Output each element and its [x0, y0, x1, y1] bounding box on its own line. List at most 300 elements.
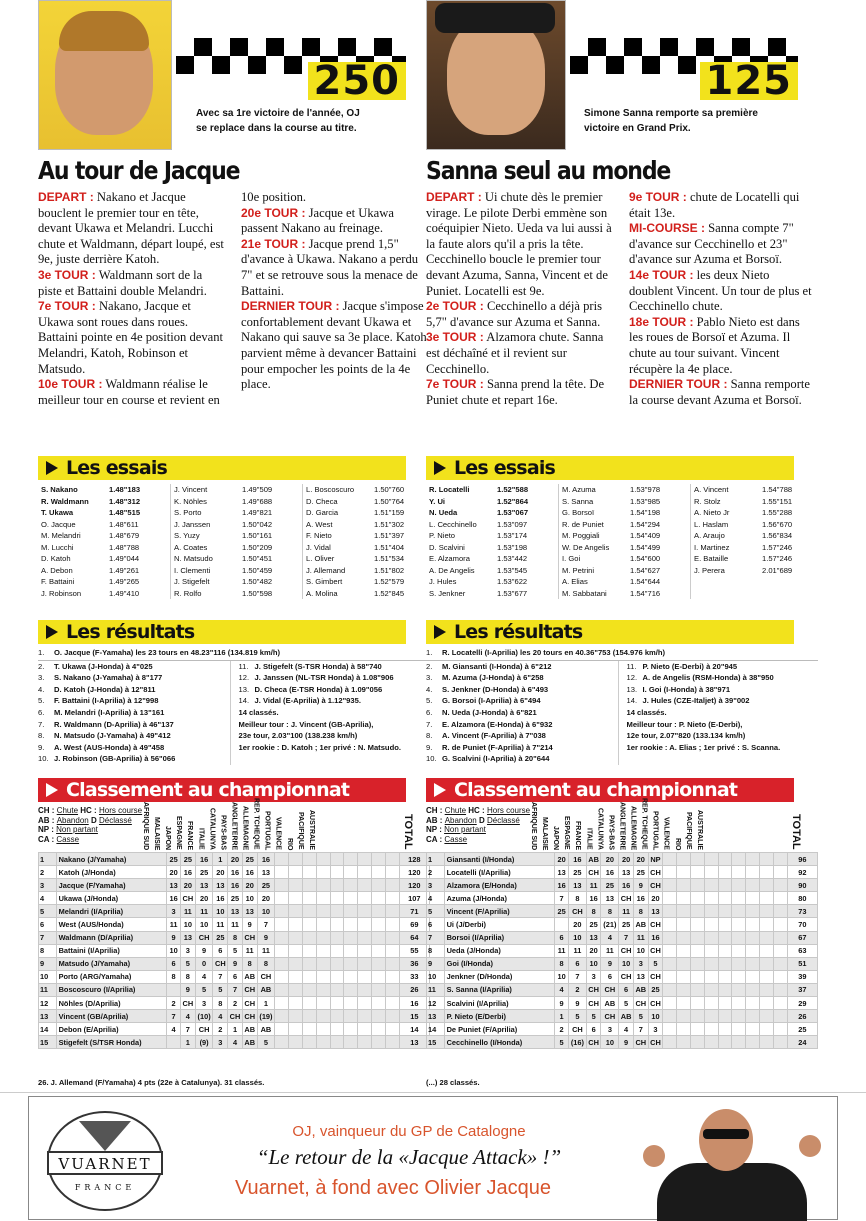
lap-time: 1.48"679: [109, 531, 140, 540]
score-cell: AB: [619, 1010, 634, 1023]
score-cell: 10: [242, 892, 257, 905]
result-row: [38, 684, 230, 696]
rider-name: R. Locatelli: [429, 485, 470, 494]
score-cell: [773, 1036, 787, 1049]
score-cell: 20: [228, 853, 243, 866]
essais-row: [41, 553, 166, 565]
score-cell: [690, 1036, 704, 1049]
score-cell: CH: [181, 892, 196, 905]
lap-time: 1.51"534: [374, 554, 405, 563]
vuarnet-ad[interactable]: [28, 1096, 838, 1220]
score-cell: [732, 944, 746, 957]
rider: Azuma (J/Honda): [444, 892, 555, 905]
results-col-a: [426, 661, 618, 765]
gp-header: CATALUNYA: [596, 808, 604, 850]
essais-row: [306, 588, 430, 600]
essais-row: [694, 507, 818, 519]
score-cell: [732, 1036, 746, 1049]
report-paragraph: [38, 190, 225, 268]
position: 5: [39, 905, 57, 918]
result-text: J. Janssen (NL-TSR Honda) à 1.08"906: [254, 673, 394, 683]
rider-name: J. Janssen: [174, 519, 211, 529]
result-row: [426, 695, 618, 707]
tour-label: 14e TOUR :: [629, 267, 694, 282]
results-columns: [426, 661, 818, 765]
essais-row: [694, 553, 818, 565]
rider-name: M. Petrini: [562, 565, 595, 575]
score-cell: 5: [213, 983, 228, 996]
result-text: G. Scalvini (I-Aprilia) à 20"644: [442, 754, 550, 764]
position: 2: [39, 866, 57, 879]
divider: [0, 1092, 866, 1093]
lead-text: Simone Sanna remporte sa première victoire en Grand Prix.: [584, 108, 758, 134]
score-cell: [704, 853, 718, 866]
score-cell: CH: [648, 997, 663, 1010]
rider: Nakano (J/Yamaha): [56, 853, 167, 866]
essais-row: [174, 519, 298, 531]
champ-row: [427, 944, 818, 957]
score-cell: 8: [555, 957, 569, 970]
score-cell: [358, 1010, 372, 1023]
score-cell: CH: [569, 905, 587, 918]
score-cell: [275, 1036, 289, 1049]
position: 8: [427, 944, 445, 957]
champ-row: [427, 892, 818, 905]
score-cell: [718, 957, 732, 970]
rider-name: F. Battaini: [41, 577, 75, 586]
score-cell: [663, 1023, 677, 1036]
score-cell: 16: [648, 931, 663, 944]
score-cell: [760, 905, 774, 918]
score-cell: 4: [181, 1010, 196, 1023]
score-cell: CH: [195, 1023, 213, 1036]
score-cell: [732, 892, 746, 905]
rider-name: Y. Ui: [429, 496, 446, 506]
score-cell: [372, 905, 386, 918]
score-cell: [358, 970, 372, 983]
score-cell: [316, 918, 330, 931]
score-cell: [289, 853, 303, 866]
lap-time: 1.48"183: [109, 485, 141, 494]
score-cell: [275, 1023, 289, 1036]
score-cell: 4: [167, 1023, 181, 1036]
score-cell: [690, 853, 704, 866]
score-cell: CH: [648, 944, 663, 957]
total: 67: [787, 931, 817, 944]
position: 14: [427, 1023, 445, 1036]
rider-name: A. De Angelis: [429, 565, 475, 575]
legend-meaning: Abandon: [56, 815, 89, 825]
score-cell: [677, 866, 691, 879]
essais-row: [174, 588, 298, 600]
result-text: F. Battaini (I-Aprilia) à 12"998: [54, 696, 159, 706]
lap-time: 1.49"261: [109, 565, 140, 575]
score-cell: CH: [586, 1036, 601, 1049]
score-cell: [275, 918, 289, 931]
lap-time: 1.50"451: [242, 554, 273, 563]
score-cell: [275, 931, 289, 944]
lap-time: 1.50"042: [242, 519, 273, 529]
score-cell: [704, 997, 718, 1010]
champ-row: [427, 957, 818, 970]
score-cell: 1: [257, 997, 275, 1010]
score-cell: [677, 970, 691, 983]
score-cell: [663, 1036, 677, 1049]
score-cell: [358, 892, 372, 905]
total: 26: [399, 983, 429, 996]
position: 11: [427, 983, 445, 996]
report-paragraph: [629, 377, 816, 408]
score-cell: [289, 970, 303, 983]
rider: Ui (J/Derbi): [444, 918, 555, 931]
score-cell: 2: [569, 983, 587, 996]
rider-name: N. Ueda: [429, 508, 458, 517]
lap-time: 1.54"198: [630, 508, 661, 517]
score-cell: 25: [601, 879, 619, 892]
gp-header: ANGLETERRE: [230, 801, 238, 850]
gp-header: JAPON: [164, 825, 172, 850]
rider-name: E. Bataille: [694, 554, 729, 563]
score-cell: 8: [586, 905, 601, 918]
score-cell: 8: [601, 905, 619, 918]
position: 7: [39, 931, 57, 944]
position: 10.: [426, 754, 437, 764]
champ-row: [427, 997, 818, 1010]
position: 3.: [426, 673, 433, 683]
score-cell: [690, 944, 704, 957]
essais-row: [41, 576, 166, 588]
score-cell: [289, 866, 303, 879]
score-cell: CH: [213, 957, 228, 970]
essais-column: [690, 484, 818, 599]
score-cell: [316, 1036, 330, 1049]
score-cell: 3: [213, 1036, 228, 1049]
score-cell: [760, 1036, 774, 1049]
ad-quote: “Le retour de la «Jacque Attack» !”: [256, 1145, 562, 1169]
score-cell: 16: [569, 853, 587, 866]
report-paragraph: [629, 268, 816, 315]
essais-column: [170, 484, 298, 599]
score-cell: [677, 892, 691, 905]
essais-row: [306, 565, 430, 577]
score-cell: [732, 866, 746, 879]
tour-label: 9e TOUR :: [629, 190, 687, 204]
rider-name: S. Nakano: [41, 485, 78, 494]
total: 69: [399, 918, 429, 931]
essais-row: [429, 519, 554, 531]
score-cell: 25: [228, 892, 243, 905]
total: 16: [399, 997, 429, 1010]
score-cell: [704, 892, 718, 905]
score-cell: [302, 879, 316, 892]
score-cell: 9: [619, 1036, 634, 1049]
tour-label: 21e TOUR :: [241, 236, 306, 251]
position: 12: [39, 997, 57, 1010]
score-cell: 10: [586, 957, 601, 970]
tour-label: DEPART :: [38, 190, 94, 204]
score-cell: [289, 1036, 303, 1049]
score-cell: [773, 944, 787, 957]
result-row: [38, 730, 230, 742]
lap-time: 1.53"174: [497, 531, 528, 540]
score-cell: 10: [569, 931, 587, 944]
champ-footnote: (...) 28 classés.: [426, 1078, 480, 1087]
score-cell: 9: [167, 931, 181, 944]
arrow-icon: [46, 783, 58, 797]
result-text: M. Giansanti (I-Honda) à 6"212: [442, 661, 552, 671]
rider: Goi (I/Honda): [444, 957, 555, 970]
score-cell: 5: [586, 1010, 601, 1023]
essais-row: [429, 542, 554, 554]
score-cell: [663, 944, 677, 957]
rider: Scalvini (I/Aprilia): [444, 997, 555, 1010]
essais-row: [694, 519, 818, 531]
rider-face-icon: [447, 15, 545, 135]
result-row: [426, 719, 618, 731]
ad-line-1: OJ, vainqueur du GP de Catalogne: [292, 1123, 526, 1140]
score-cell: CH: [586, 983, 601, 996]
score-cell: [167, 983, 181, 996]
paragraph-text: Waldmann réalise le meilleur tour en course et revient en 10e position.: [38, 190, 307, 407]
champ-row: [427, 970, 818, 983]
score-cell: 1: [181, 1036, 196, 1049]
gp-header: RIO: [285, 837, 293, 850]
lap-time: 1.50"482: [242, 577, 273, 586]
rider-name: M. Poggiali: [562, 531, 600, 540]
score-cell: [704, 1023, 718, 1036]
score-cell: [289, 918, 303, 931]
score-cell: 25: [213, 931, 228, 944]
score-cell: 8: [242, 957, 257, 970]
paragraph-text: les deux Nieto doublent Vincent. Un tour de plus et Cecchinello chute.: [629, 267, 812, 314]
rider-name: L. Cecchinello: [429, 519, 477, 529]
score-cell: [677, 944, 691, 957]
report-paragraph: [426, 190, 613, 299]
score-cell: [289, 944, 303, 957]
score-cell: [704, 918, 718, 931]
gp-header: TOTAL: [790, 814, 802, 850]
result-row: [426, 707, 618, 719]
score-cell: 4: [228, 1036, 243, 1049]
champ-row: [39, 879, 430, 892]
score-cell: [330, 918, 344, 931]
score-cell: [704, 931, 718, 944]
score-cell: CH: [619, 970, 634, 983]
score-cell: 7: [213, 970, 228, 983]
champ-row: [39, 1023, 430, 1036]
score-cell: [358, 944, 372, 957]
score-cell: 5: [569, 1010, 587, 1023]
score-cell: 7: [181, 1023, 196, 1036]
lap-time: 1.54"644: [630, 577, 661, 586]
score-cell: 20: [181, 879, 196, 892]
rider: Locatelli (I/Aprilia): [444, 866, 555, 879]
score-cell: 16: [213, 892, 228, 905]
position: 1.: [38, 648, 45, 657]
essais-column: [38, 484, 166, 599]
champ-row: [39, 892, 430, 905]
score-cell: [746, 957, 760, 970]
result-text: A. Vincent (F-Aprilia) à 7"038: [442, 731, 546, 741]
score-cell: 1: [228, 1023, 243, 1036]
score-cell: [732, 853, 746, 866]
score-cell: [773, 879, 787, 892]
gp-header: PACIFIQUE: [296, 812, 304, 850]
score-cell: [330, 866, 344, 879]
legend-row: [38, 825, 142, 835]
lap-time: 2.01"689: [762, 565, 793, 575]
lap-time: 1.48"611: [109, 519, 139, 529]
score-cell: [302, 918, 316, 931]
legend: [426, 806, 530, 844]
score-cell: [773, 983, 787, 996]
lap-time: 1.55"288: [762, 508, 793, 517]
result-row: [239, 684, 431, 696]
result-note: 14 classés.: [626, 707, 667, 717]
score-cell: 2: [167, 997, 181, 1010]
score-cell: 11: [213, 918, 228, 931]
rider-name: L. Oliver: [306, 554, 335, 563]
gp-header: RIO: [673, 837, 681, 850]
score-cell: 9: [228, 957, 243, 970]
score-cell: [732, 983, 746, 996]
rider: West (AUS/Honda): [56, 918, 167, 931]
race-report: [426, 190, 816, 408]
score-cell: [663, 918, 677, 931]
score-cell: [746, 1036, 760, 1049]
rider-name: A. Coates: [174, 542, 208, 552]
score-cell: [275, 1010, 289, 1023]
score-cell: [302, 944, 316, 957]
legend-row: [426, 806, 530, 816]
lap-time: 1.53"677: [497, 588, 528, 598]
essais-row: [306, 496, 430, 508]
lap-time: 1.48"515: [109, 508, 141, 517]
rider-name: S. Sanna: [562, 496, 594, 506]
score-cell: [677, 879, 691, 892]
score-cell: 20: [601, 853, 619, 866]
score-cell: [760, 1023, 774, 1036]
score-cell: [344, 997, 358, 1010]
rider: Vincent (GB/Aprilia): [56, 1010, 167, 1023]
score-cell: [663, 957, 677, 970]
score-cell: CH: [242, 983, 257, 996]
score-cell: [275, 879, 289, 892]
score-cell: 13: [601, 892, 619, 905]
rider-name: M. Melandri: [41, 531, 81, 540]
total: 64: [399, 931, 429, 944]
championship-table: [426, 852, 818, 1049]
champ-row: [427, 866, 818, 879]
lap-time: 1.49"265: [109, 577, 140, 586]
essais-row: [562, 565, 686, 577]
legend-meaning: Hors course: [486, 806, 531, 815]
rider-name: R. Waldmann: [41, 496, 89, 506]
essais-row: [174, 565, 298, 577]
score-cell: 1: [555, 1010, 569, 1023]
gp-header: ANGLETERRE: [618, 801, 626, 850]
result-row: [426, 753, 618, 765]
score-cell: 3: [601, 1023, 619, 1036]
score-cell: 11: [228, 918, 243, 931]
score-cell: 11: [569, 944, 587, 957]
essais-row: [429, 576, 554, 588]
score-cell: 25: [555, 905, 569, 918]
essais-row: [174, 553, 298, 565]
score-cell: [677, 1023, 691, 1036]
score-cell: [316, 957, 330, 970]
score-cell: [690, 957, 704, 970]
lap-time: 1.57"246: [762, 554, 793, 563]
score-cell: 10: [619, 957, 634, 970]
score-cell: 8: [257, 957, 275, 970]
score-cell: [663, 997, 677, 1010]
essais-row: [694, 542, 818, 554]
score-cell: [773, 853, 787, 866]
position: 6: [427, 918, 445, 931]
score-cell: [677, 918, 691, 931]
essais-row: [306, 530, 430, 542]
position: 11.: [626, 661, 637, 671]
score-cell: [690, 997, 704, 1010]
score-cell: 13: [648, 905, 663, 918]
score-cell: [760, 997, 774, 1010]
total: 33: [399, 970, 429, 983]
score-cell: [330, 892, 344, 905]
score-cell: [372, 1036, 386, 1049]
score-cell: [275, 905, 289, 918]
score-cell: [275, 983, 289, 996]
essais-row: [429, 565, 554, 577]
score-cell: [732, 1023, 746, 1036]
position: 9: [39, 957, 57, 970]
tour-label: 3e TOUR :: [426, 330, 484, 345]
score-cell: 5: [633, 1010, 648, 1023]
vuarnet-logo: VUARNET FRANCE: [47, 1111, 163, 1211]
score-cell: [677, 905, 691, 918]
lead-text: Avec sa 1re victoire de l'année, OJ se replace dans la course au titre.: [196, 108, 360, 134]
score-cell: [677, 957, 691, 970]
lap-time: 1.48"312: [109, 496, 141, 506]
score-cell: CH: [242, 997, 257, 1010]
position: 13: [39, 1010, 57, 1023]
total: 51: [787, 957, 817, 970]
position: 4.: [426, 684, 433, 694]
score-cell: NP: [648, 853, 663, 866]
score-cell: [663, 1010, 677, 1023]
rider: Vincent (F/Aprilia): [444, 905, 555, 918]
position: 2: [427, 866, 445, 879]
score-cell: 10: [633, 944, 648, 957]
score-cell: 9: [555, 997, 569, 1010]
essais-row: [174, 484, 298, 496]
score-cell: [330, 1023, 344, 1036]
score-cell: [773, 957, 787, 970]
score-cell: CH: [648, 879, 663, 892]
score-cell: [316, 997, 330, 1010]
rider: De Puniet (F/Aprilia): [444, 1023, 555, 1036]
score-cell: [690, 892, 704, 905]
champ-row: [427, 905, 818, 918]
score-cell: [330, 957, 344, 970]
score-cell: 6: [569, 957, 587, 970]
lap-time: 1.52"588: [497, 485, 529, 494]
score-cell: CH: [633, 997, 648, 1010]
score-cell: [302, 892, 316, 905]
rider-name: M. Sabbatani: [562, 588, 607, 598]
report-paragraph: [241, 237, 428, 299]
score-cell: CH: [648, 918, 663, 931]
